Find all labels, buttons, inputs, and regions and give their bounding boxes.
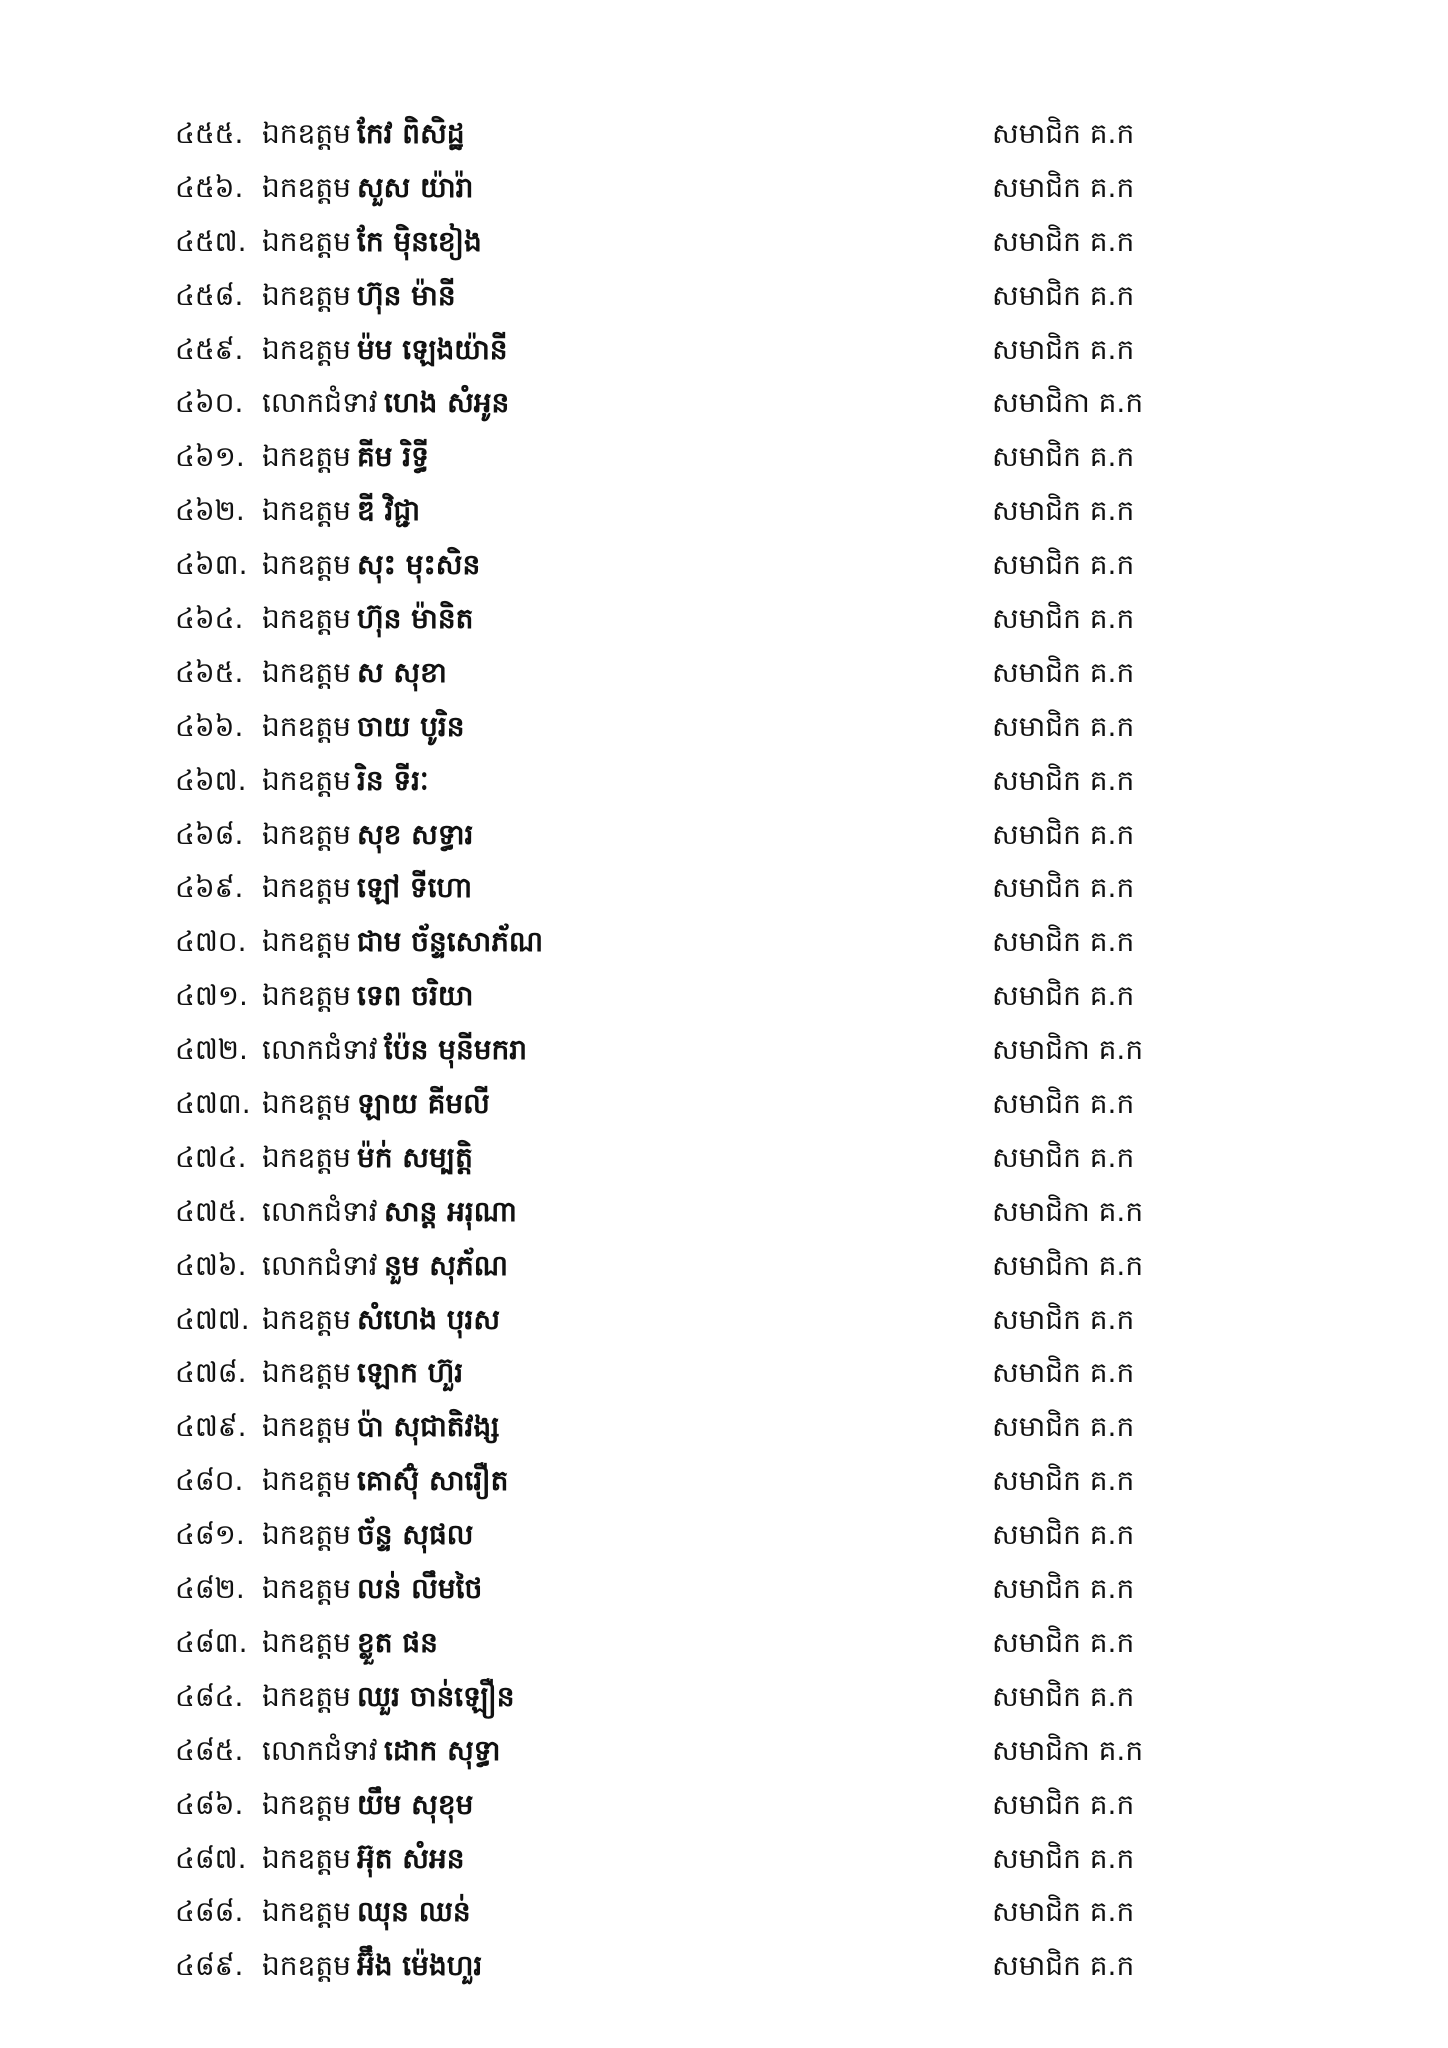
honorific: លោកជំទាវ bbox=[262, 1194, 378, 1228]
member-role: សមាជិក គ.ក bbox=[992, 170, 1135, 204]
honorific: លោកជំទាវ bbox=[262, 1033, 378, 1067]
item-number: ៤៨៥. bbox=[175, 1733, 244, 1767]
list-item bbox=[0, 1294, 1448, 1348]
member-role: សមាជិកា គ.ក bbox=[992, 1194, 1144, 1228]
item-number: ៤៥៦. bbox=[175, 170, 244, 204]
member-role: សមាជិក គ.ក bbox=[992, 655, 1135, 689]
list-item bbox=[0, 647, 1448, 701]
list-item bbox=[0, 1563, 1448, 1617]
item-number: ៤៦១. bbox=[175, 440, 245, 474]
member-name: សាន្ត អរុណា bbox=[384, 1194, 517, 1228]
item-number: ៤៥៥. bbox=[175, 117, 244, 150]
honorific: ឯកឧត្តម bbox=[262, 1464, 351, 1498]
item-number: ៤៦៦. bbox=[175, 709, 244, 743]
member-role: សមាជិក គ.ក bbox=[992, 1572, 1135, 1606]
member-role: សមាជិក គ.ក bbox=[992, 817, 1135, 851]
list-item bbox=[0, 701, 1448, 755]
member-role: សមាជិក គ.ក bbox=[992, 1464, 1135, 1498]
member-name: នួម សុភ័ណ bbox=[384, 1248, 508, 1282]
member-role: សមាជិក គ.ក bbox=[992, 871, 1135, 905]
honorific: ឯកឧត្តម bbox=[262, 117, 351, 150]
item-number: ៤៦២. bbox=[175, 494, 245, 528]
item-number: ៤៨៣. bbox=[175, 1625, 248, 1659]
list-item bbox=[0, 1940, 1448, 1994]
list-item bbox=[0, 1132, 1448, 1186]
member-role: សមាជិកា គ.ក bbox=[992, 1033, 1144, 1067]
member-role: សមាជិកា គ.ក bbox=[992, 1248, 1144, 1282]
member-name: សុខ សទ្ធារ bbox=[357, 817, 474, 851]
item-number: ៤៦៣. bbox=[175, 548, 248, 582]
member-name: ឌី វិជ្ជា bbox=[357, 494, 421, 528]
list-item bbox=[0, 1617, 1448, 1671]
honorific: ឯកឧត្តម bbox=[262, 1787, 351, 1821]
list-item bbox=[0, 1240, 1448, 1294]
member-role: សមាជិក គ.ក bbox=[992, 925, 1135, 959]
honorific: លោកជំទាវ bbox=[262, 1248, 378, 1282]
honorific: ឯកឧត្តម bbox=[262, 655, 351, 689]
list-item bbox=[0, 1779, 1448, 1833]
member-name: អ៊ុត សំអន bbox=[357, 1841, 465, 1875]
honorific: ឯកឧត្តម bbox=[262, 1625, 351, 1659]
honorific: លោកជំទាវ bbox=[262, 386, 378, 420]
honorific: ឯកឧត្តម bbox=[262, 979, 351, 1013]
member-role: សមាជិក គ.ក bbox=[992, 117, 1135, 150]
member-role: សមាជិក គ.ក bbox=[992, 278, 1135, 312]
honorific: ឯកឧត្តម bbox=[262, 871, 351, 905]
member-name: ប៉ែន មុនីមករា bbox=[384, 1033, 528, 1067]
list-item bbox=[0, 539, 1448, 593]
item-number: ៤៨០. bbox=[175, 1464, 244, 1498]
list-item bbox=[0, 377, 1448, 431]
member-role: សមាជិក គ.ក bbox=[992, 602, 1135, 636]
list-item bbox=[0, 324, 1448, 378]
item-number: ៤៧៦. bbox=[175, 1248, 247, 1282]
honorific: ឯកឧត្តម bbox=[262, 224, 351, 258]
honorific: ឯកឧត្តម bbox=[262, 1679, 351, 1713]
honorific: ឯកឧត្តម bbox=[262, 602, 351, 636]
item-number: ៤៨៦. bbox=[175, 1787, 244, 1821]
member-role: សមាជិក គ.ក bbox=[992, 979, 1135, 1013]
member-role: សមាជិក គ.ក bbox=[992, 1841, 1135, 1875]
honorific: ឯកឧត្តម bbox=[262, 170, 351, 204]
member-name: រិន ទីរៈ bbox=[357, 763, 429, 797]
member-name: ជាម ច័ន្ទសោភ័ណ bbox=[357, 925, 544, 959]
list-item bbox=[0, 1509, 1448, 1563]
member-role: សមាជិក គ.ក bbox=[992, 494, 1135, 528]
member-name: ឡាយ គីមលី bbox=[357, 1087, 490, 1121]
item-number: ៤៥៩. bbox=[175, 332, 244, 366]
item-number: ៤៧៩. bbox=[175, 1410, 247, 1444]
member-name: ឡៅ ទីហោ bbox=[357, 871, 473, 905]
item-number: ៤៦៩. bbox=[175, 871, 244, 905]
list-item bbox=[0, 916, 1448, 970]
member-name: ម៉ក់ សម្បត្តិ bbox=[357, 1140, 473, 1174]
member-role: សមាជិក គ.ក bbox=[992, 548, 1135, 582]
item-number: ៤៨៧. bbox=[175, 1841, 247, 1875]
list-item bbox=[0, 755, 1448, 809]
member-name: យឹម សុខុម bbox=[357, 1787, 474, 1821]
honorific: ឯកឧត្តម bbox=[262, 548, 351, 582]
member-role: សមាជិក គ.ក bbox=[992, 1679, 1135, 1713]
member-list bbox=[0, 108, 1448, 1994]
list-item bbox=[0, 593, 1448, 647]
list-item bbox=[0, 216, 1448, 270]
member-role: សមាជិក គ.ក bbox=[992, 709, 1135, 743]
member-name: ខ្លួត ផន bbox=[357, 1625, 438, 1659]
item-number: ៤៨៩. bbox=[175, 1949, 244, 1983]
member-role: សមាជិក គ.ក bbox=[992, 1140, 1135, 1174]
list-item bbox=[0, 862, 1448, 916]
member-name: ស សុខា bbox=[357, 655, 447, 689]
honorific: ឯកឧត្តម bbox=[262, 1356, 351, 1390]
item-number: ៤៧៣. bbox=[175, 1087, 251, 1121]
honorific: ឯកឧត្តម bbox=[262, 763, 351, 797]
honorific: លោកជំទាវ bbox=[262, 1733, 378, 1767]
member-role: សមាជិក គ.ក bbox=[992, 1518, 1135, 1552]
member-name: លន់ លឹមថៃ bbox=[357, 1572, 483, 1606]
member-name: ហ៊ុន ម៉ានិត bbox=[357, 602, 474, 636]
member-role: សមាជិក គ.ក bbox=[992, 1625, 1135, 1659]
honorific: ឯកឧត្តម bbox=[262, 332, 351, 366]
member-name: ច័ន្ទ សុផល bbox=[357, 1518, 474, 1552]
list-item bbox=[0, 431, 1448, 485]
member-name: កែវ ពិសិដ្ឋ bbox=[357, 117, 465, 150]
list-item bbox=[0, 108, 1448, 162]
item-number: ៤៦៤. bbox=[175, 602, 244, 636]
member-role: សមាជិក គ.ក bbox=[992, 1949, 1135, 1983]
member-name: ទេព ចរិយា bbox=[357, 979, 474, 1013]
honorific: ឯកឧត្តម bbox=[262, 1895, 351, 1929]
member-role: សមាជិក គ.ក bbox=[992, 1087, 1135, 1121]
list-item bbox=[0, 1078, 1448, 1132]
member-name: សុះ មុះសិន bbox=[357, 548, 481, 582]
honorific: ឯកឧត្តម bbox=[262, 1518, 351, 1552]
member-name: ឈួរ ចាន់ឡឿន bbox=[357, 1679, 515, 1713]
list-item bbox=[0, 1671, 1448, 1725]
member-name: សំហេង បុរស bbox=[357, 1302, 501, 1336]
item-number: ៤៧៥. bbox=[175, 1194, 247, 1228]
item-number: ៤៦៧. bbox=[175, 763, 247, 797]
item-number: ៤៥៨. bbox=[175, 278, 244, 312]
honorific: ឯកឧត្តម bbox=[262, 1087, 351, 1121]
member-role: សមាជិក គ.ក bbox=[992, 1356, 1135, 1390]
list-item bbox=[0, 1886, 1448, 1940]
item-number: ៤៥៧. bbox=[175, 224, 247, 258]
list-item bbox=[0, 1725, 1448, 1779]
list-item bbox=[0, 1186, 1448, 1240]
member-name: អ៊ឹង ម៉េងហួរ bbox=[357, 1949, 483, 1983]
member-role: សមាជិកា គ.ក bbox=[992, 386, 1144, 420]
list-item bbox=[0, 1024, 1448, 1078]
list-item bbox=[0, 270, 1448, 324]
item-number: ៤៨៤. bbox=[175, 1679, 244, 1713]
honorific: ឯកឧត្តម bbox=[262, 1302, 351, 1336]
honorific: ឯកឧត្តម bbox=[262, 925, 351, 959]
member-role: សមាជិក គ.ក bbox=[992, 1410, 1135, 1444]
member-role: សមាជិក គ.ក bbox=[992, 1895, 1135, 1929]
honorific: ឯកឧត្តម bbox=[262, 1841, 351, 1875]
item-number: ៤៧០. bbox=[175, 925, 247, 959]
honorific: ឯកឧត្តម bbox=[262, 1949, 351, 1983]
honorific: ឯកឧត្តម bbox=[262, 440, 351, 474]
member-role: សមាជិក គ.ក bbox=[992, 1787, 1135, 1821]
item-number: ៤៦០. bbox=[175, 386, 244, 420]
honorific: ឯកឧត្តម bbox=[262, 494, 351, 528]
list-item bbox=[0, 1455, 1448, 1509]
honorific: ឯកឧត្តម bbox=[262, 278, 351, 312]
member-role: សមាជិកា គ.ក bbox=[992, 1733, 1144, 1767]
honorific: ឯកឧត្តម bbox=[262, 709, 351, 743]
honorific: ឯកឧត្តម bbox=[262, 817, 351, 851]
item-number: ៤៧៧. bbox=[175, 1302, 250, 1336]
honorific: ឯកឧត្តម bbox=[262, 1572, 351, 1606]
list-item bbox=[0, 809, 1448, 863]
member-name: កែ ម៉ិនខៀង bbox=[357, 224, 482, 258]
item-number: ៤៦៨. bbox=[175, 817, 244, 851]
member-name: សួស យ៉ារ៉ា bbox=[357, 170, 474, 204]
member-name: ហ៊ុន ម៉ានី bbox=[357, 278, 456, 312]
honorific: ឯកឧត្តម bbox=[262, 1140, 351, 1174]
item-number: ៤៧១. bbox=[175, 979, 248, 1013]
list-item bbox=[0, 1401, 1448, 1455]
member-role: សមាជិក គ.ក bbox=[992, 440, 1135, 474]
member-name: ដោក សុទ្ធា bbox=[384, 1733, 501, 1767]
member-name: ម៉ម ឡេងយ៉ានី bbox=[357, 332, 508, 366]
item-number: ៤៧២. bbox=[175, 1033, 248, 1067]
item-number: ៤៦៥. bbox=[175, 655, 244, 689]
member-role: សមាជិក គ.ក bbox=[992, 1302, 1135, 1336]
item-number: ៤៧៤. bbox=[175, 1140, 247, 1174]
item-number: ៤៨៨. bbox=[175, 1895, 244, 1929]
member-name: គោស៊ុំ សារឿត bbox=[357, 1464, 509, 1498]
member-name: គីម រិទ្ធី bbox=[357, 440, 429, 474]
member-role: សមាជិក គ.ក bbox=[992, 763, 1135, 797]
list-item bbox=[0, 1347, 1448, 1401]
member-role: សមាជិក គ.ក bbox=[992, 224, 1135, 258]
member-name: ឈុន ឈន់ bbox=[357, 1895, 471, 1929]
list-item bbox=[0, 970, 1448, 1024]
member-role: សមាជិក គ.ក bbox=[992, 332, 1135, 366]
member-name: ប៉ា សុជាតិវង្ស bbox=[357, 1410, 500, 1444]
member-name: ឡោក ហ៊ួរ bbox=[357, 1356, 464, 1390]
list-item bbox=[0, 485, 1448, 539]
list-item bbox=[0, 162, 1448, 216]
item-number: ៤៨២. bbox=[175, 1572, 245, 1606]
member-name: ហេង សំអូន bbox=[384, 386, 510, 420]
member-name: ចាយ បូរិន bbox=[357, 709, 465, 743]
honorific: ឯកឧត្តម bbox=[262, 1410, 351, 1444]
item-number: ៤៨១. bbox=[175, 1518, 245, 1552]
list-item bbox=[0, 1833, 1448, 1887]
item-number: ៤៧៨. bbox=[175, 1356, 247, 1390]
